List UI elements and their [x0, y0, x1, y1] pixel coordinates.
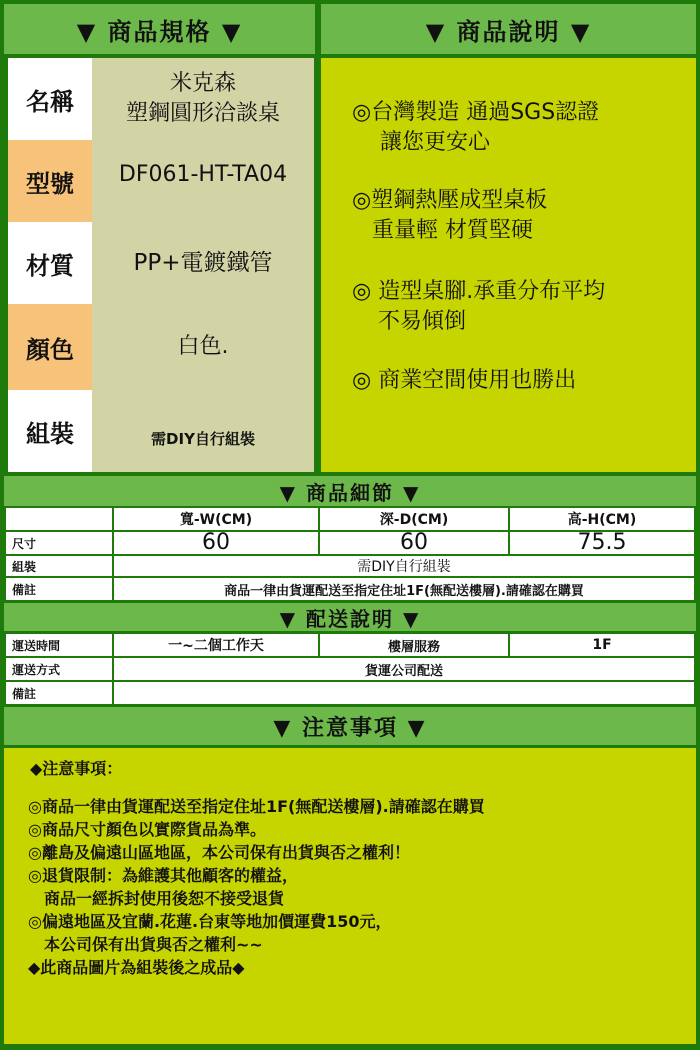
spec-name-line1: 米克森 [169, 71, 236, 96]
desc-item-2 [352, 186, 547, 246]
detail-size-label: 尺寸 [6, 532, 112, 554]
shipping-floor-value: 1F [510, 634, 694, 656]
shipping-method-label: 運送方式 [6, 658, 112, 680]
desc-item-4 [352, 366, 576, 396]
desc-item-1 [352, 98, 599, 158]
desc-item-1-line2: 讓您更安心 [380, 130, 491, 155]
spec-label-model: 型號 [8, 140, 92, 222]
spec-header: ▼ 商品規格 ▼ [4, 4, 315, 54]
detail-size-width: 60 [114, 532, 318, 554]
detail-col-depth: 深-D(CM) [320, 508, 508, 530]
spec-name-line2: 塑鋼圓形洽談桌 [125, 101, 280, 126]
detail-assembly-value: 需DIY自行組裝 [114, 556, 694, 576]
notice-line: 商品一經拆封使用後恕不接受退貨 [28, 889, 285, 908]
desc-item-1-line1: ◎台灣製造 通過SGS認證 [352, 100, 600, 125]
shipping-header: ▼ 配送說明 ▼ [4, 603, 696, 631]
spec-label-assembly: 組裝 [8, 390, 92, 472]
notice-line: ◎商品一律由貨運配送至指定住址1F(無配送樓層).請確認在購買 [28, 797, 485, 816]
desc-item-4-line1: ◎ 商業空間使用也勝出 [352, 368, 577, 393]
notice-line: ◎商品尺寸顏色以實際貨品為準。 [28, 820, 266, 839]
spec-value-assembly: 需DIY自行組裝 [92, 390, 314, 472]
detail-assembly-label: 組裝 [6, 556, 112, 576]
detail-col-width: 寬-W(CM) [114, 508, 318, 530]
shipping-remark-value [114, 682, 694, 704]
spec-value-color: 白色. [92, 304, 314, 390]
notice-line: ◎退貨限制：為維護其他顧客的權益， [28, 866, 298, 885]
detail-size-depth: 60 [320, 532, 508, 554]
notice-title: ◆注意事項： [30, 759, 123, 778]
notice-line: ◎離島及偏遠山區地區，本公司保有出貨與否之權利！ [28, 843, 410, 862]
spec-label-name: 名稱 [8, 58, 92, 140]
shipping-floor-label: 樓層服務 [320, 634, 508, 656]
desc-item-2-line1: ◎塑鋼熱壓成型桌板 [352, 188, 548, 213]
detail-remark-label: 備註 [6, 578, 112, 600]
spec-value-material: PP+電鍍鐵管 [92, 222, 314, 304]
spec-value-name [92, 58, 314, 140]
shipping-method-value: 貨運公司配送 [114, 658, 694, 680]
spec-value-model: DF061-HT-TA04 [92, 140, 314, 222]
shipping-time-label: 運送時間 [6, 634, 112, 656]
notice-list [28, 795, 485, 979]
desc-item-3 [352, 277, 605, 337]
detail-size-height: 75.5 [510, 532, 694, 554]
spec-label-material: 材質 [8, 222, 92, 304]
spec-label-color: 顏色 [8, 304, 92, 390]
notice-line: 本公司保有出貨與否之權利~~ [28, 935, 263, 954]
shipping-remark-label: 備註 [6, 682, 112, 704]
detail-header: ▼ 商品細節 ▼ [4, 476, 696, 506]
notice-line: ◎偏遠地區及宜蘭.花蓮.台東等地加價運費150元， [28, 912, 392, 931]
desc-item-3-line1: ◎ 造型桌腳.承重分布平均 [352, 279, 606, 304]
desc-header: ▼ 商品說明 ▼ [321, 4, 696, 54]
detail-remark-value: 商品一律由貨運配送至指定住址1F(無配送樓層).請確認在購買 [114, 578, 694, 600]
desc-item-3-line2: 不易傾倒 [378, 309, 467, 334]
shipping-time-value: 一~二個工作天 [114, 634, 318, 656]
notice-header: ▼ 注意事項 ▼ [4, 707, 696, 745]
detail-corner-cell [6, 508, 112, 530]
notice-line: ◆此商品圖片為組裝後之成品◆ [28, 958, 245, 977]
detail-col-height: 高-H(CM) [510, 508, 694, 530]
desc-item-2-line2: 重量輕 材質堅硬 [372, 218, 533, 243]
